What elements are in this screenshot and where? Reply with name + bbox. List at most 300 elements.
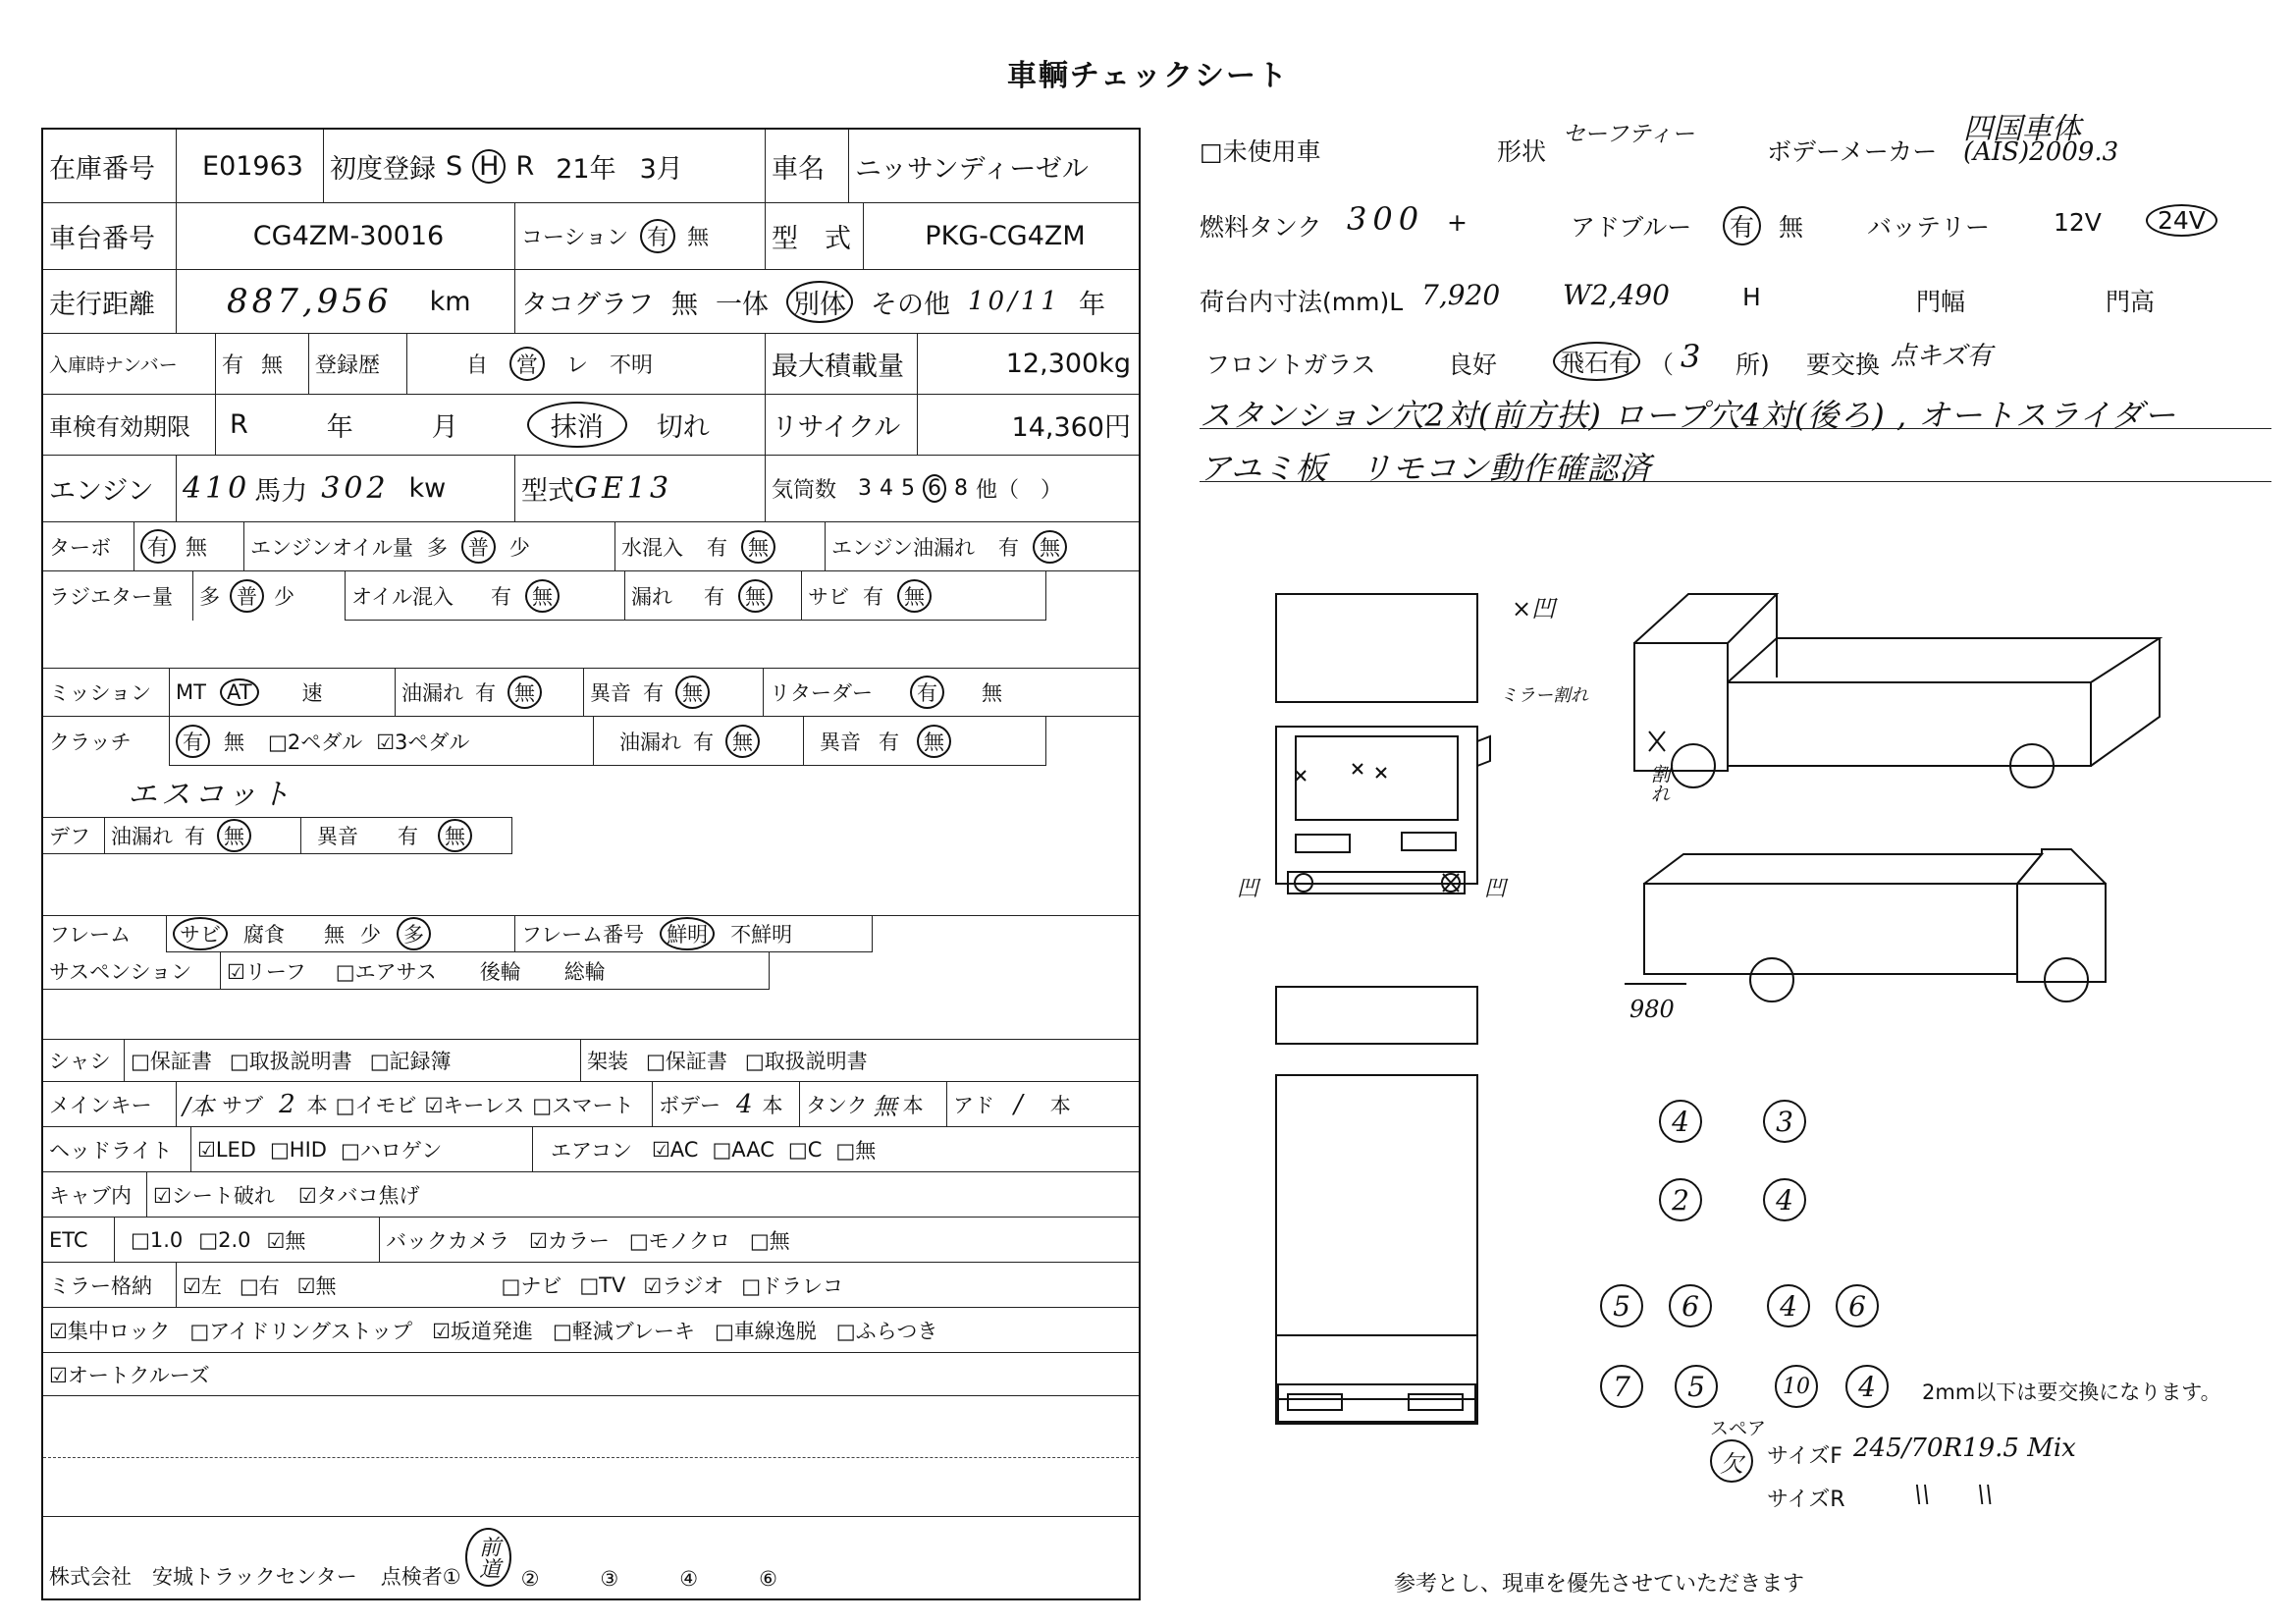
rad-normal-circled: 普 xyxy=(230,579,264,613)
dl-no-circled: 無 xyxy=(217,819,251,852)
tank-key-count: 無 xyxy=(873,1093,897,1120)
noise-no-circled: 無 xyxy=(675,676,710,709)
mirror-none: ☑無 xyxy=(296,1273,337,1298)
mirror-damage-note: ミラー割れ xyxy=(1500,685,1588,706)
feature-idling-stop: □アイドリングストップ xyxy=(189,1319,413,1343)
dn-label: 異音 xyxy=(317,825,358,848)
tacho-integrated: 一体 xyxy=(716,289,769,320)
row-mission xyxy=(43,668,1139,717)
mission-noise xyxy=(583,668,763,716)
tacho-date: 10/11 xyxy=(968,287,1061,316)
door-width: 門幅 xyxy=(1916,288,1966,316)
mission-mt: MT xyxy=(176,679,206,704)
plate-options xyxy=(215,334,308,394)
frame-number xyxy=(514,915,873,952)
disclaimer: 参考とし、現車を優先させていただきます xyxy=(1394,1572,1805,1597)
headlight-left xyxy=(1296,835,1350,852)
caution-label: コーション xyxy=(521,226,629,250)
clutch-label: クラッチ xyxy=(49,731,132,754)
feature-brake: □軽減ブレーキ xyxy=(552,1319,695,1343)
tank-key-label: タンク xyxy=(806,1093,868,1117)
cl-noise-no-circled: 無 xyxy=(917,725,951,758)
inspection-label: 車検有効期限 xyxy=(49,413,190,441)
camera-mono: □モノクロ xyxy=(628,1228,730,1253)
camera-label: バックカメラ xyxy=(386,1228,509,1253)
side-view-cab xyxy=(1634,643,1728,771)
cl-noise-label: 異音 xyxy=(820,730,861,754)
tire-1: 4 xyxy=(1659,1100,1702,1143)
rust-no-circled: 無 xyxy=(897,579,932,613)
truck-diagram xyxy=(1227,560,2189,1473)
wheel-front-2 xyxy=(1750,958,1793,1001)
inspector-5: ⑥ xyxy=(759,1567,777,1591)
row-radiator xyxy=(43,571,1139,621)
rad-few: 少 xyxy=(274,585,294,609)
aircon-c: □C xyxy=(787,1137,823,1162)
drip-no-circled: 無 xyxy=(738,579,773,613)
sub-key-count: 2 xyxy=(279,1089,299,1119)
leak-no-circled: 無 xyxy=(1033,530,1067,564)
oil-amount-label: エンジンオイル量 xyxy=(250,535,413,560)
water-label: 水混入 xyxy=(621,535,683,560)
max-load-label: 最大積載量 xyxy=(765,334,917,394)
frame-unclear: 不鮮明 xyxy=(730,922,793,947)
mileage xyxy=(176,270,514,333)
cab-seat: ☑シート破れ xyxy=(153,1183,275,1208)
fuel-plus: + xyxy=(1447,208,1468,237)
dent-right: 凹 xyxy=(1484,877,1507,901)
cl-noise-yes: 有 xyxy=(879,730,899,754)
engine-model-value: GE13 xyxy=(574,471,673,506)
water-no-circled: 無 xyxy=(741,530,775,564)
rad-many: 多 xyxy=(199,585,220,609)
body-maker-label: ボデーメーカー xyxy=(1767,137,1938,166)
inspector-label: 点検者① xyxy=(380,1565,461,1589)
note-line-2: アユミ板 リモコン動作確認済 xyxy=(1200,450,1652,487)
option-radio: ☑ラジオ xyxy=(643,1273,724,1298)
first-registration xyxy=(323,130,804,202)
insp-year: 年 xyxy=(326,412,353,443)
recycle-value: 14,360円 xyxy=(917,395,1141,455)
recycle-label: リサイクル xyxy=(765,395,917,455)
turbo-label: ターボ xyxy=(49,535,111,560)
leak-label: エンジン油漏れ xyxy=(831,535,975,560)
frame-condition xyxy=(166,915,514,952)
engine-model xyxy=(514,456,765,521)
reg-label: 初度登録 xyxy=(330,153,436,185)
rust xyxy=(801,571,1046,621)
bed-top-cab xyxy=(1276,987,1477,1044)
doc-manual: □取扱説明書 xyxy=(229,1049,352,1073)
glass-chip-circled: 飛石有 xyxy=(1553,342,1640,381)
side-view-2-bed xyxy=(1644,884,2017,974)
susp-air: □エアサス xyxy=(335,959,437,984)
row-frame xyxy=(43,915,1139,952)
body-key-label: ボデー xyxy=(659,1093,721,1117)
clutch-3pedal: ☑3ペダル xyxy=(376,730,470,754)
row-etc xyxy=(43,1218,1139,1263)
oilmix-no-circled: 無 xyxy=(525,579,560,613)
water-yes: 有 xyxy=(707,535,727,560)
glass-place: 所) xyxy=(1735,351,1770,379)
caution xyxy=(514,203,765,269)
tacho-label: タコグラフ xyxy=(521,289,654,320)
sub-key-label: サブ xyxy=(222,1093,264,1117)
cl-leak-yes: 有 xyxy=(693,730,714,754)
check-form xyxy=(41,128,1141,1600)
aircon-options xyxy=(532,1127,1141,1171)
cab-label: キャブ内 xyxy=(49,1183,132,1208)
tire-8: 6 xyxy=(1836,1284,1879,1327)
tacho-year: 年 xyxy=(1078,289,1105,320)
turbo-options xyxy=(133,522,243,570)
tacho-other: その他 xyxy=(871,289,950,320)
wheel-front-side xyxy=(1672,744,1715,787)
aircon-aac: □AAC xyxy=(712,1137,774,1162)
reg-reiwa: R xyxy=(515,150,535,182)
company-name: 株式会社 安城トラックセンター xyxy=(49,1565,357,1589)
mission-leak xyxy=(395,668,583,716)
chassis-docs-label: シャシ xyxy=(49,1049,111,1073)
engine-model-label: 型式 xyxy=(521,476,574,507)
frame-many-circled: 多 xyxy=(397,917,431,950)
retarder-label: リターダー xyxy=(770,680,873,705)
susp-leaf: ☑リーフ xyxy=(227,959,306,984)
hist-business-circled: 営 xyxy=(509,347,545,381)
etc-label: ETC xyxy=(49,1227,88,1252)
cargo-width: W2,490 xyxy=(1563,279,1670,311)
row-chassis xyxy=(43,203,1139,270)
tire-12: 4 xyxy=(1845,1365,1889,1408)
clutch-no: 無 xyxy=(224,730,244,754)
tire-6: 6 xyxy=(1669,1284,1712,1327)
history-options xyxy=(406,334,765,394)
mileage-unit: km xyxy=(429,286,471,317)
battery-12v: 12V xyxy=(2054,208,2102,237)
tire-2: 3 xyxy=(1763,1100,1806,1143)
water-mix xyxy=(614,522,825,570)
cyl-4: 4 xyxy=(880,476,894,501)
camera-color: ☑カラー xyxy=(529,1228,610,1253)
body-maker-value: 四国車体 xyxy=(1963,112,2081,146)
chassis-docs xyxy=(124,1039,580,1081)
row-stock xyxy=(43,130,1139,203)
fuel-value: 300 xyxy=(1347,200,1425,238)
tacho-separate-circled: 別体 xyxy=(786,281,853,323)
chassis-value: CG4ZM-30016 xyxy=(176,203,514,269)
note-underline-2 xyxy=(1200,481,2271,482)
hist-unknown: 不明 xyxy=(610,353,654,378)
glass-count: 3 xyxy=(1681,338,1701,375)
roof-top-view xyxy=(1276,594,1477,702)
etc-2-0: □2.0 xyxy=(198,1227,251,1252)
body-keys xyxy=(652,1082,799,1126)
feature-lane: □車線逸脱 xyxy=(714,1319,817,1343)
dn-yes: 有 xyxy=(398,825,418,848)
headlight-options xyxy=(190,1127,532,1171)
ml-label: 油漏れ xyxy=(401,680,463,705)
mission-speed: 速 xyxy=(301,680,323,705)
row-suspension xyxy=(43,952,1139,990)
row-mileage xyxy=(43,270,1139,334)
tire-10: 5 xyxy=(1675,1365,1718,1408)
feature-options xyxy=(43,1308,1141,1352)
engine-oil-amount xyxy=(243,522,656,570)
retarder xyxy=(763,668,1141,716)
cl-leak-label: 油漏れ xyxy=(619,730,681,754)
glass-note: 点キズ有 xyxy=(1891,342,1993,371)
clutch-leak xyxy=(593,717,803,766)
row-escort xyxy=(43,766,1139,817)
cyl-3: 3 xyxy=(858,476,873,501)
key-immobi: □イモビ xyxy=(335,1093,417,1117)
row-plate xyxy=(43,334,1139,395)
cargo-length: 7,920 xyxy=(1421,279,1501,311)
feature-hill-start: ☑坂道発進 xyxy=(432,1319,533,1343)
oil-normal-circled: 普 xyxy=(461,530,496,564)
cargo-label: 荷台内寸法(mm)L xyxy=(1200,288,1404,316)
escort-note: エスコット xyxy=(128,778,294,812)
radiator-options xyxy=(192,571,345,621)
mileage-label: 走行距離 xyxy=(49,289,155,320)
engine-power xyxy=(176,456,514,521)
ml-no-circled: 無 xyxy=(507,676,542,709)
tire-9: 7 xyxy=(1600,1365,1643,1408)
insp-cancelled-circled: 抹消 xyxy=(527,402,627,448)
cylinders xyxy=(765,456,1141,521)
kw-unit: kw xyxy=(408,473,447,504)
adblue-label: アドブルー xyxy=(1571,213,1692,242)
tire-4: 4 xyxy=(1763,1178,1806,1221)
turbo-yes-circled: 有 xyxy=(140,529,176,564)
headlight-halogen: □ハロゲン xyxy=(340,1138,443,1163)
oilmix-yes: 有 xyxy=(490,584,511,609)
aircon-none: □無 xyxy=(835,1138,877,1163)
adblue-no: 無 xyxy=(1779,213,1804,242)
unused-vehicle: □未使用車 xyxy=(1200,137,1321,166)
plate-yes: 有 xyxy=(222,353,244,378)
oil-many: 多 xyxy=(426,535,448,560)
insp-expired: 切れ xyxy=(656,412,710,443)
row-diff xyxy=(43,817,1139,854)
mirror-label: ミラー格納 xyxy=(49,1273,152,1298)
body-manual: □取扱説明書 xyxy=(744,1049,868,1073)
side-view-bed xyxy=(1728,682,2091,766)
plate-label: 入庫時ナンバー xyxy=(49,354,178,376)
dent-left: 凹 xyxy=(1237,877,1259,901)
row-engine xyxy=(43,456,1139,522)
cyl-other: 他（ ） xyxy=(976,478,1063,503)
frame-no-label: フレーム番号 xyxy=(521,922,645,947)
reg-month: 3月 xyxy=(639,153,683,185)
size-rear-value: \\ \\ xyxy=(1914,1481,1994,1508)
tire-3: 2 xyxy=(1659,1178,1702,1221)
row-inspection xyxy=(43,395,1139,456)
option-dashcam: □ドラレコ xyxy=(741,1273,844,1298)
footer-content xyxy=(43,1516,1141,1600)
reg-year: 21年 xyxy=(556,153,616,185)
row-mirror xyxy=(43,1263,1139,1308)
headlight-led: ☑LED xyxy=(197,1137,256,1162)
aircon-label: エアコン xyxy=(551,1138,632,1163)
tire-note: 2mm以下は要交換になります。 xyxy=(1922,1380,2221,1404)
body-key-count: 4 xyxy=(736,1089,757,1119)
key-keyless: ☑キーレス xyxy=(424,1093,525,1117)
leak-yes: 有 xyxy=(997,535,1019,560)
rust-yes: 有 xyxy=(863,584,883,609)
etc-options xyxy=(114,1218,379,1262)
row-turbo xyxy=(43,522,1139,571)
inspector-3: ③ xyxy=(600,1567,619,1591)
tire-5: 5 xyxy=(1600,1284,1643,1327)
mileage-value: 887,956 xyxy=(227,282,393,321)
size-rear-label: サイズR xyxy=(1767,1488,1845,1512)
inspection-options xyxy=(215,395,765,455)
radiator-label: ラジエター量 xyxy=(49,585,173,609)
dl-yes: 有 xyxy=(185,825,205,848)
frame-rust-circled: サビ xyxy=(173,917,228,950)
note-line-1: スタンション穴2対(前方扶) ロープ穴4対(後ろ) , オートスライダー xyxy=(1200,397,2177,434)
susp-all: 総輪 xyxy=(563,959,606,984)
engine-kw-value: 302 xyxy=(321,471,390,506)
battery-24v-circled: 24V xyxy=(2146,204,2217,237)
option-navi: □ナビ xyxy=(501,1273,562,1298)
main-key-count: /本 xyxy=(183,1093,215,1120)
glass-label: フロントガラス xyxy=(1205,351,1376,379)
feature-cruise: ☑オートクルーズ xyxy=(49,1363,210,1387)
row-clutch xyxy=(43,717,1139,766)
shape-value: セーフティー xyxy=(1563,122,1695,147)
tank-key-unit: 本 xyxy=(902,1093,924,1117)
battery-label: バッテリー xyxy=(1867,213,1991,242)
oilmix-label: オイル混入 xyxy=(351,584,454,609)
inspector-2: ② xyxy=(520,1567,540,1591)
row-headlight xyxy=(43,1127,1139,1172)
hp-label: 馬力 xyxy=(254,476,308,507)
engine-oil-leak xyxy=(825,522,1141,570)
caution-no: 無 xyxy=(687,226,710,250)
headlight-hid: □HID xyxy=(269,1137,327,1162)
feature-central-lock: ☑集中ロック xyxy=(49,1319,171,1343)
ad-key-unit: 本 xyxy=(1049,1093,1071,1117)
wheel-rear-2 xyxy=(2045,958,2088,1001)
vehicle-name-label: 車名 xyxy=(765,130,848,202)
row-keys xyxy=(43,1082,1139,1127)
inspector-4: ④ xyxy=(679,1567,699,1591)
body-docs-label: 架装 xyxy=(587,1049,628,1073)
fuel-label: 燃料タンク xyxy=(1200,213,1322,242)
noise-label: 異音 xyxy=(590,680,631,705)
susp-rear: 後輪 xyxy=(479,959,521,984)
clutch-2pedal: □2ペダル xyxy=(268,730,363,754)
mirror-options xyxy=(176,1263,1141,1307)
clutch-noise xyxy=(803,717,1046,766)
susp-label: サスペンション xyxy=(43,952,220,990)
dn-no-circled: 無 xyxy=(438,819,472,852)
ret-no: 無 xyxy=(982,680,1002,705)
option-tv: □TV xyxy=(579,1272,626,1297)
tachograph xyxy=(514,270,1141,333)
mirror-left: ☑左 xyxy=(183,1273,222,1298)
row-cab xyxy=(43,1172,1139,1218)
diff-noise xyxy=(300,817,512,854)
stock-value: E01963 xyxy=(176,130,323,202)
height-980: 980 xyxy=(1629,996,1675,1023)
cab-options xyxy=(146,1172,1141,1217)
tire-7: 4 xyxy=(1767,1284,1810,1327)
clutch-yes-circled: 有 xyxy=(176,725,210,758)
side-mirror-front xyxy=(1477,736,1490,766)
headlight-right xyxy=(1402,833,1456,850)
mission-label: ミッション xyxy=(49,680,152,705)
key-smart: □スマート xyxy=(532,1093,634,1117)
susp-options xyxy=(220,952,770,990)
bed-top-view xyxy=(1276,1075,1477,1399)
clutch-options xyxy=(169,717,593,766)
frame-corrosion: 腐食 xyxy=(243,922,285,947)
frame-few: 少 xyxy=(360,922,381,947)
row-cruise xyxy=(43,1353,1139,1396)
vehicle-name-value: ニッサンディーゼル xyxy=(848,130,1141,202)
dent-roof: ×凹 xyxy=(1512,595,1556,623)
body-warranty: □保証書 xyxy=(646,1049,727,1073)
insp-reiwa: R xyxy=(230,409,248,440)
shape-label: 形状 xyxy=(1497,137,1547,166)
model-label: 型 式 xyxy=(765,203,863,269)
reg-showa: S xyxy=(446,150,463,182)
engine-hp-value: 410 xyxy=(183,471,251,506)
cab-tobacco: ☑タバコ焦げ xyxy=(297,1183,420,1208)
noise-yes: 有 xyxy=(643,680,664,705)
dashed-line xyxy=(43,1457,1139,1458)
row-footer xyxy=(43,1516,1139,1600)
hist-self: 自 xyxy=(466,353,489,378)
ad-key-label: アド xyxy=(953,1093,994,1117)
reg-heisei-circled: H xyxy=(472,149,506,184)
cargo-height: H xyxy=(1742,283,1761,311)
cyl-label: 気筒数 xyxy=(772,478,837,503)
ad-keys xyxy=(946,1082,1141,1126)
oil-few: 少 xyxy=(508,535,530,560)
ad-key-count: / xyxy=(1014,1089,1027,1119)
model-value: PKG-CG4ZM xyxy=(863,203,1141,269)
note-underline-1 xyxy=(1200,428,2271,429)
frame-clear-circled: 鮮明 xyxy=(660,917,715,950)
frame-label: フレーム xyxy=(49,923,132,947)
sub-key-unit: 本 xyxy=(306,1093,328,1117)
tire-11: 10 xyxy=(1775,1365,1818,1408)
front-view-cab xyxy=(1276,727,1477,884)
cyl-6-circled: 6 xyxy=(923,474,946,503)
ret-yes-circled: 有 xyxy=(910,676,944,709)
tank-keys xyxy=(799,1082,946,1126)
max-load-value: 12,300kg xyxy=(917,334,1141,394)
plate-no: 無 xyxy=(261,353,284,378)
feature-wobble: □ふらつき xyxy=(835,1319,938,1343)
key-counts xyxy=(176,1082,652,1126)
glass-good: 良好 xyxy=(1448,351,1498,379)
history-label: 登録歴 xyxy=(308,334,406,394)
doc-warranty: □保証書 xyxy=(131,1049,212,1073)
diff-label: デフ xyxy=(43,817,104,854)
ml-yes: 有 xyxy=(475,680,496,705)
insp-month: 月 xyxy=(431,412,458,443)
row-features xyxy=(43,1308,1139,1353)
door-height: 門高 xyxy=(2106,288,2156,316)
mission-at-circled: AT xyxy=(220,678,259,706)
diff-leak xyxy=(104,817,300,854)
drip-label: 漏れ xyxy=(631,584,672,609)
